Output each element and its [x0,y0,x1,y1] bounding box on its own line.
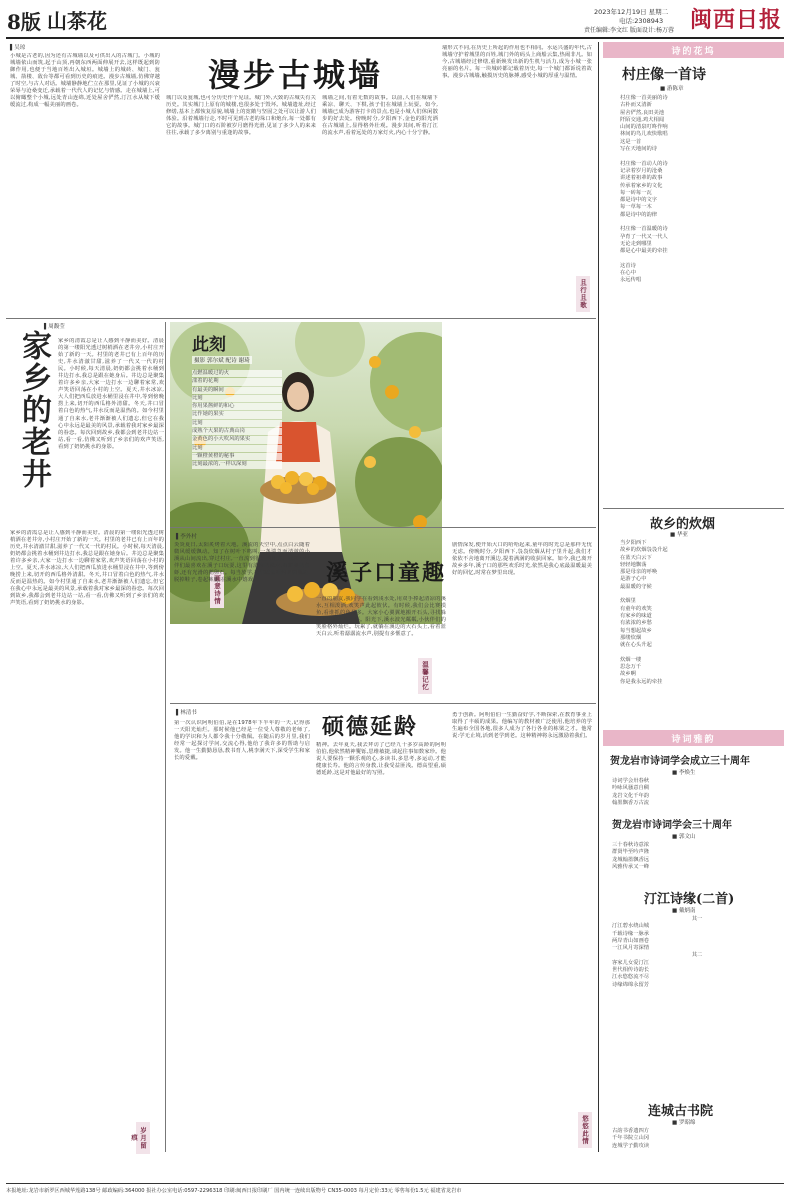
column-tag: 温馨记忆 [418,658,432,694]
sidebar-banner [603,42,784,58]
poem-author: ■ 戴炳南 [672,908,696,914]
poem-title: 连城古书院 [648,1104,714,1119]
issue-date: 2023年12月19日 星期二 [594,8,669,16]
masthead [0,0,790,40]
column-tag: 悠悠此情 [578,1112,592,1148]
author-marker: ■ [672,908,679,914]
phone: 电话:2308943 [619,17,664,25]
photo-credit: 摄影 郭尔斌 配诗 谢琦 [194,358,250,364]
article-body: 小城是古老的,因为还有古城墙以及可供出入的古城门。小城的城墙依山而筑,起于山顶,再朝东西两面伸展开去,这样既起到防御作用,也便于当地百姓出入城垣。城墙上的城砖、城门、瓮城、箭楼、敌台等都可看到历史的痕迹。漫步古城墙,仿佛穿越了时空,与古人对话。城墙静静地伫立在那里,见证了小城的兴衰荣辱与沧桑变迁,承载着一代代人的记忆与情感。走在城墙上,可以俯瞰整个小城,远处青山连绵,近处屋舍俨然,汀江水从城下缓缓流过,构成一幅美丽的画卷。 [10,53,160,109]
article-body: 墙形式不同,在历史上所起的作用也不相同。水运兴盛的年代,古城墙守护着城里的百姓,城门外的码头上商船云集,热闹非凡。如今,古城墙经过修缮,重新焕发出新的生机与活力,成为小城一张亮丽的名片。每一块城砖都记载着历史,每一个城门都诉说着故事。漫步古城墙,触摸历史的脉搏,感受小城的厚重与温情。 [442,45,592,80]
poem-body: 诗词学会卅春秋 吟咏风骚意自稠 龙岩文化千年韵 翰墨飘香万古流 [612,778,650,806]
sidebar-banner-text: 诗词雅韵 [671,734,716,745]
poem-title: 故乡的炊烟 [650,517,716,532]
article-body: 勇于创新。阿明伯伯一生勤奋好学,不断探索,在教育事业上取得了丰硕的成果。他编写的教材被广泛使用,他培养的学生遍布全国各地,很多人成为了各行各业的栋梁之才。他常说:学无止境,活到老学到老。这种精神将永远激励着我们。 [452,712,592,740]
article-body: 剧情深发,便开始大口的哈哈起来,童年的时光总是那样无忧无虑。傍晚时分,夕阳西下,袅袅炊烟从村子里升起,我们才依依不舍地离开溪边,提着满满的收获回家。如今,我已离开故乡多年,溪子口的那些欢乐时光,依然是我心底最温暖最美好的回忆,时常在梦里出现。 [452,542,592,577]
poem-title: 村庄像一首诗 [622,67,706,83]
column-tag: 岁月留痕 [136,1122,150,1154]
article-body: 第一次认识阿明伯伯,是在1978年下半年的一天,记得那一天阳光灿烂。那时候他已经是一位受人尊敬的老师了,他的学识和为人都令我十分敬佩。在随后的岁月里,我们经常一起探讨学问,交流心得,他给了我许多的帮助与启发。他一生勤勤恳恳,教书育人,桃李满天下,深受学生和家长的爱戴。 [174,720,310,762]
poem-title: 贺龙岩市诗词学会成立三十周年 [610,756,750,767]
newspaper-logo: 闽西日报 [690,7,783,33]
article-body: 炎炎夏日,太阳炙烤着大地。溪流的天空中,点点白云随着微风缓缓飘动。知了在树叶下鸣叫,一条湍急而清澈的小溪从山间流出,穿过村庄,一直流到很远的地方。我和小伙伴们最喜欢在溪子口玩耍,这里有清凉的溪水,有鲜美的鱼虾,还有光滑的鹅卵石。每当放学,我们就会相约来到溪边,脱掉鞋子,卷起裤腿,在溪水中嬉戏。 [174,542,310,584]
author-marker: ■ [672,770,679,776]
photo-label: 此刻 [192,335,226,355]
author-marker: ■ [660,86,667,92]
author-marker: ■ [672,1120,679,1126]
poem-title: 汀江诗缘(二首) [644,892,735,907]
poem-author: ■ 罗昭绵 [672,1120,696,1126]
article-body: 城门以及瓮城,也可分历史作个见证。城门外,大致的古城失有关历史。其实城门上原有的城楼,也很多处于毁坏。城墙遗址,经过修缮,基本上都恢复原貌,城墙上的宽敞与坚固之处可以让游人们体验。沿着城墙行走,不时可见到古老的垛口和炮台,每一处都有它的故事。城门口的石阶被岁月磨得光滑,见证了多少人的来来往往,承载了多少离别与重逢的故事。 [166,95,316,137]
poem-author: ■ 郭文山 [672,834,696,840]
sidebar-banner [603,730,784,746]
article-author: ▌李外村 [176,534,197,540]
article-body: 家乡的清霞总是让人感到平静而美好。清晨的第一缕阳光透过树梢洒在老井旁,小村庄开始了新的一天。村里的老井已有上百年的历史,井水清澈甘甜,滋养了一代又一代的村民。小时候,每天清晨,奶奶都会挑着水桶到井边打水,我总是跟在她身后。井边总是聚集着许多乡亲,大家一边打水一边聊着家常,欢声笑语回荡在小村的上空。夏天,井水冰凉,大人们把西瓜放进水桶里浸在井中,等到傍晚捞上来,切开的西瓜格外清甜。冬天,井口冒着白色的热气,井水反而是温热的。如今村里通了自来水,老井渐渐被人们遗忘,但它在我心中永远是最美的风景,承载着我对家乡最深的眷恋。每次回到故乡,我都会到老井边站一站,看一看,仿佛又听到了乡亲们的欢声笑语,看到了奶奶挑水的身影。 [58,338,164,450]
column-tag: 画意诗情 [210,572,224,608]
sidebar-banner-text: 诗的花坞 [671,46,716,57]
poem-body: 当夕阳西下 故乡的炊烟袅袅升起 在蓝天白云下 轻轻地飘荡 那是母亲的呼唤 是游子心中 最温暖的守候 炊烟里 有童年的欢笑 有家乡的味道 有浓浓的乡愁 每当想起故乡 那缕炊烟 就在心头升起 炊烟一缕 思念万千 故乡啊 你是我永远的牵挂 [620,540,668,685]
article-body: 一直的朋友,我同学在看到浅水处,用双手捧起清凉的溪水,互相泼洒,欢笑声此起彼伏。有时候,我们会比赛摸鱼,看谁抓的鱼最多。大家小心翼翼地搬开石头,寻找躲藏其中的小鱼小虾。阳光下,溪水波光粼粼,小伙伴们的笑脸格外灿烂。玩累了,就躺在溪边的大石头上,看着蓝天白云,听着潺潺流水声,别提有多惬意了。 [316,596,446,638]
footer-info: 本报地址:龙岩市新罗区西城华莲路138号 邮政编码:364000 报社办公室电话:0597-2296318 印刷:闽西日报印刷厂 国内统一连续出版物号 CN35-0003 每月定价:33元 零售每份1.5元 福建省龙岩市 [6,1188,462,1194]
poem-body: 其一 汀江碧水绕山城 千载诗缘一脉承 两岸青山如画卷 一江风月寄深情 其二 客家儿女爱汀江 世代相传诗韵长 江水悠悠流不尽 诗缘绵绵永留芳 [612,916,703,988]
page-number: 8版 [7,10,41,34]
column-tag: 且行且歌 [576,276,590,312]
poem-author: ■ 华亚 [670,532,688,538]
article-title: 家乡的老井 [16,330,51,490]
article-body: 精神。去年夏天,我去拜访了已经九十多岁高龄的阿明伯伯,他依然精神矍铄,思维敏捷,谈起往事如数家珍。他说人要保持一颗乐观的心,多读书,多思考,多运动,才能健康长寿。他的言传身教,让我受益匪浅。德高望重,硕德延龄,这是对他最好的写照。 [316,742,446,777]
editors: 责任编辑:李文红 版面设计:杨万蓉 [584,27,674,34]
poem-body: 三十春秋诗意浓 群贤毕至吟声隆 龙城翰墨飘香远 风雅传承又一峰 [612,842,650,870]
article-body: 家乡的清霞总是让人感到平静而美好。清晨的第一缕阳光透过树梢洒在老井旁,小村庄开始了新的一天。村里的老井已有上百年的历史,井水清澈甘甜,滋养了一代又一代的村民。小时候,每天清晨,奶奶都会挑着水桶到井边打水,我总是跟在她身后。井边总是聚集着许多乡亲,大家一边打水一边聊着家常,欢声笑语回荡在小村的上空。夏天,井水冰凉,大人们把西瓜放进水桶里浸在井中,等到傍晚捞上来,切开的西瓜格外清甜。冬天,井口冒着白色的热气,井水反而是温热的。如今村里通了自来水,老井渐渐被人们遗忘,但它在我心中永远是最美的风景,承载着我对家乡最深的眷恋。每次回到故乡,我都会到老井边站一站,看一看,仿佛又听到了乡亲们的欢声笑语,看到了奶奶挑水的身影。 [10,530,164,607]
author-marker: ■ [670,532,677,538]
poem-body: 村庄像一首美丽的诗 古朴而又清新 屋舍俨然,良田美池 阡陌交通,鸡犬相闻 山间的清泉叮咚作响 林间的鸟儿欢快歌唱 这是一首 写在天地间的诗 村庄像一首动人的诗 记录着岁月的沧桑 讲述着祖辈的故事 传承着家乡的文化 每一砖每一瓦 都是诗中的文字 每一草每一木 都是诗中的韵律 村庄像一首温暖的诗 孕育了一代又一代人 无论走到哪里 都是心中最美的牵挂 这首诗 在心中 永远传唱 [620,95,668,284]
poem-author: ■ 李焕生 [672,770,696,776]
article-title: 漫步古城墙 [208,56,384,94]
section-name: 山茶花 [47,9,107,33]
article-title: 溪子口童趣 [326,560,447,586]
article-author: ▌周馥莹 [44,324,65,330]
poem-author: ■ 游陈章 [660,86,684,92]
article-body: 城墙之间,有着无数的故事。以前,人们在城墙下乘凉、聊天、下棋,孩子们在城墙上玩耍。如今,城墙已成为游客打卡的景点,也是小城人们休闲散步的好去处。傍晚时分,夕阳西下,金色的阳光洒在古城墙上,显得格外壮观。漫步其间,听着汀江的流水声,看着远处的万家灯火,内心十分宁静。 [322,95,438,137]
poem-body: 古韵书香遗四方 千年书院立山冈 连城学子勤攻读 [612,1128,650,1149]
author-marker: ■ [672,834,679,840]
article-title: 硕德延龄 [322,714,419,740]
article-author: ▌吴琼 [10,45,26,51]
article-author: ▌林清书 [176,710,197,716]
photo-poem: 点燃温暖过的火 漾着的花期 有最美的瞬间 比刻 你用果酱鲜的和心 比作她的果实 比刻 成熟个大果的古典山岗 金黄色的小大吹风的果实 比刻 一颗橙黄橙的秘事 比刻最浓的,一样以深刻 [192,370,282,470]
poem-title: 贺龙岩市诗词学会三十周年 [612,820,732,831]
